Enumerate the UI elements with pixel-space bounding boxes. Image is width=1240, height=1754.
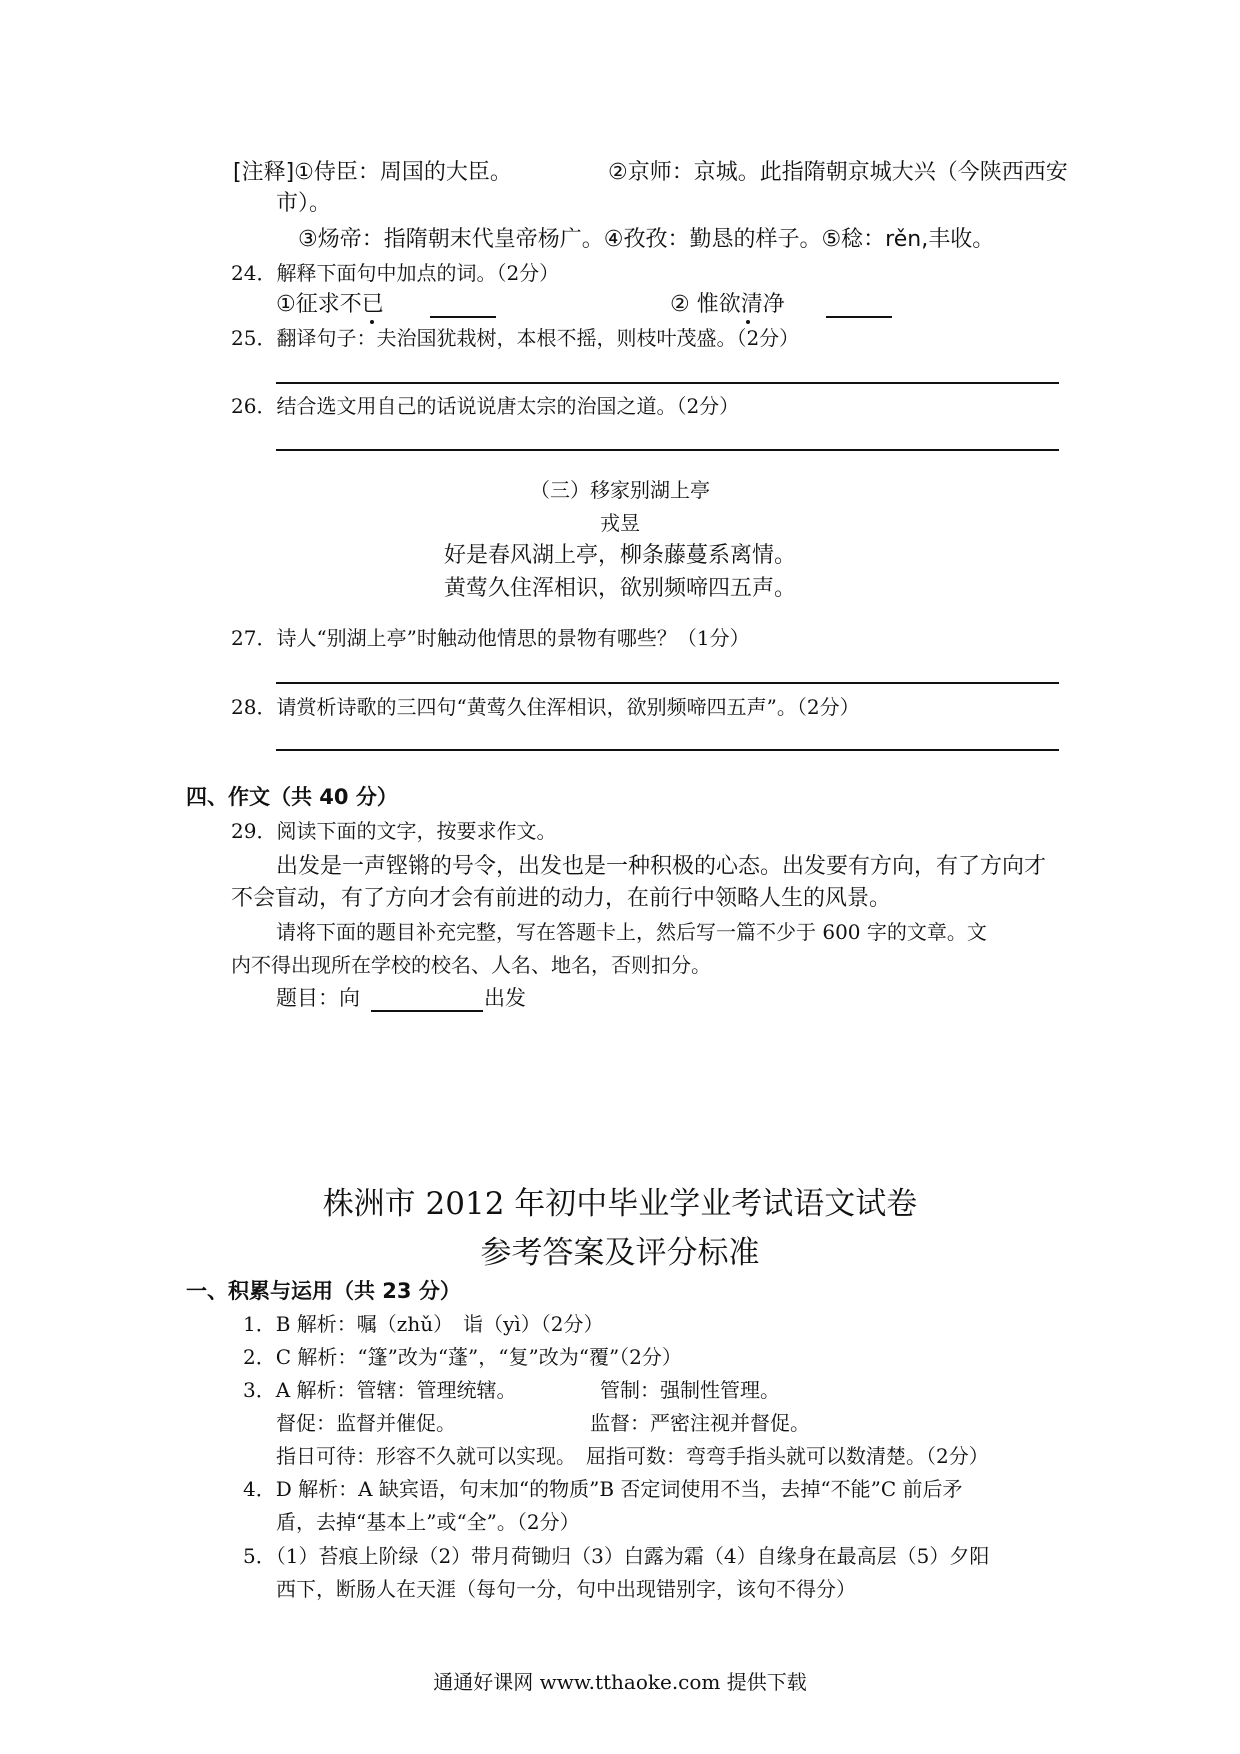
answer-3-b: 管制：强制性管理。 <box>600 1378 780 1402</box>
requirement-para: 请将下面的题目补充完整，写在答题卡上，然后写一篇不少于 600 字的文章。文 <box>276 920 987 944</box>
question-29: 29．阅读下面的文字，按要求作文。 <box>231 819 557 843</box>
answer-3-line-2a: 督促：监督并催促。 <box>276 1411 456 1435</box>
answer-4-cont: 盾，去掉“基本上”或“全”。（2分） <box>276 1510 580 1534</box>
q24-item-1: ①征求不已 <box>276 292 384 317</box>
question-26: 26．结合选文用自己的话说说唐太宗的治国之道。（2分） <box>231 394 740 418</box>
answer-5: 5．（1）苔痕上阶绿（2）带月荷锄归（3）白露为霜（4）自缘身在最高层（5）夕阳 <box>243 1544 990 1568</box>
emphasis-dot <box>746 320 750 324</box>
poem-author: 戎昱 <box>600 511 640 535</box>
q26-answer-line[interactable] <box>276 449 1059 451</box>
answer-1: 1．B 解析：嘱（zhǔ） 诣（yì）（2分） <box>243 1312 604 1336</box>
answer-4: 4．D 解析：A 缺宾语，句末加“的物质”B 否定词使用不当，去掉“不能”C 前后矛 <box>243 1477 963 1501</box>
note-2: ②京师：京城。此指隋朝京城大兴（今陕西西安 <box>608 160 1068 185</box>
answers-subtitle: 参考答案及评分标准 <box>480 1235 760 1271</box>
answer-2: 2．C 解析：“篷”改为“蓬”，“复”改为“覆”（2分） <box>243 1345 682 1369</box>
answer-5-cont: 西下，断肠人在天涯（每句一分，句中出现错别字，该句不得分） <box>276 1577 856 1601</box>
q24-blank-1[interactable] <box>430 316 496 318</box>
question-25: 25．翻译句子：夫治国犹栽树，本根不摇，则枝叶茂盛。（2分） <box>231 326 800 350</box>
poem-line-1: 好是春风湖上亭，柳条藤蔓系离情。 <box>443 543 796 568</box>
note-2-cont: 市）。 <box>276 191 332 216</box>
poem-line-2: 黄莺久住浑相识，欲别频啼四五声。 <box>443 576 796 601</box>
footer-source: 通通好课网 www.tthaoke.com 提供下载 <box>433 1670 807 1694</box>
answer-3-line-2b: 监督：严密注视并督促。 <box>590 1411 810 1435</box>
question-24: 24．解释下面句中加点的词。（2分） <box>231 261 560 285</box>
answer-3: 3．A 解析：管辖：管理统辖。 <box>243 1378 517 1402</box>
requirement-para-cont: 内不得出现所在学校的校名、人名、地名，否则扣分。 <box>231 953 711 977</box>
q24-blank-2[interactable] <box>826 316 892 318</box>
prompt-para-1-cont: 不会盲动，有了方向才会有前进的动力，在前行中领略人生的风景。 <box>231 886 892 911</box>
answers-title: 株洲市 2012 年初中毕业学业考试语文试卷 <box>322 1186 918 1222</box>
note-3-5: ③炀帝：指隋朝末代皇帝杨广。④孜孜：勤恳的样子。⑤稔：rěn,丰收。 <box>298 227 995 252</box>
q28-answer-line[interactable] <box>276 749 1059 751</box>
question-28: 28．请赏析诗歌的三四句“黄莺久住浑相识，欲别频啼四五声”。（2分） <box>231 695 860 719</box>
note-1: [注释]①侍臣：周国的大臣。 <box>233 160 512 185</box>
q27-answer-line[interactable] <box>276 682 1059 684</box>
essay-topic-suffix: 出发 <box>484 986 526 1010</box>
question-27: 27．诗人“别湖上亭”时触动他情思的景物有哪些？（1分） <box>231 626 750 650</box>
essay-topic-prefix: 题目：向 <box>276 986 360 1010</box>
answer-3-line-3: 指日可待：形容不久就可以实现。 屈指可数：弯弯手指头就可以数清楚。（2分） <box>276 1444 989 1468</box>
emphasis-dot <box>370 320 374 324</box>
section-4-heading: 四、作文（共 40 分） <box>186 785 398 809</box>
answers-section-1-heading: 一、积累与运用（共 23 分） <box>186 1279 461 1303</box>
q25-answer-line[interactable] <box>276 382 1059 384</box>
prompt-para-1: 出发是一声铿锵的号令，出发也是一种积极的心态。出发要有方向，有了方向才 <box>276 854 1047 879</box>
essay-topic-blank[interactable] <box>371 1010 483 1012</box>
q24-item-2: ② 惟欲清净 <box>670 292 785 317</box>
poem-title: （三）移家别湖上亭 <box>530 478 710 502</box>
